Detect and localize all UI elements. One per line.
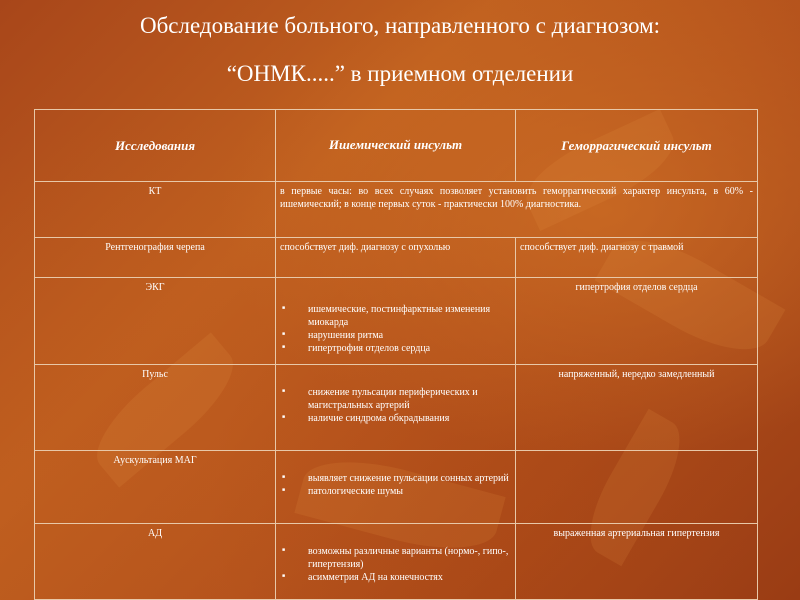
list-item: ■ наличие синдрома обкрадывания — [280, 412, 511, 425]
list-item: ■ выявляет снижение пульсации сонных артерий — [280, 472, 511, 485]
cell-auscultation-ischemic — [276, 451, 516, 524]
table-row-pulse — [35, 365, 758, 451]
cell-kt-merged: в первые часы: во всех случаях позволяет установить геморрагический характер инсульта, в 60% - ишемический; в конце первых суток - практически 100% диагностика. — [276, 182, 758, 238]
row-label-kt: КТ — [35, 182, 276, 238]
list-item: ■ гипертрофия отделов сердца — [280, 342, 511, 355]
list-item: ■ ишемические, постинфарктные изменения миокарда — [280, 303, 511, 329]
table-row-kt — [35, 182, 758, 238]
cell-pulse-ischemic — [276, 365, 516, 451]
cell-bp-ischemic — [276, 524, 516, 600]
row-label-pulse: Пульс — [35, 365, 276, 451]
cell-bp-hemorrhagic: выраженная артериальная гипертензия — [516, 524, 758, 600]
row-label-xray: Рентгенография черепа — [35, 238, 276, 278]
cell-pulse-hemorrhagic: напряженный, нередко замедленный — [516, 365, 758, 451]
header-studies: Исследования — [35, 110, 276, 182]
list-item: ■ возможны различные варианты (нормо-, гипо-, гипертензия) — [280, 545, 511, 571]
cell-ecg-hemorrhagic: гипертрофия отделов сердца — [516, 278, 758, 365]
slide-title-line-1: Обследование больного, направленного с диагнозом: — [139, 13, 661, 38]
header-ischemic: Ишемический инсульт — [276, 110, 516, 182]
table-row-bp — [35, 524, 758, 600]
table-row-auscultation — [35, 451, 758, 524]
list-item: ■ снижение пульсации периферических и магистральных артерий — [280, 386, 511, 412]
slide-title-line-2: “ОНМК.....” в приемном отделении — [226, 61, 574, 86]
cell-xray-hemorrhagic: способствует диф. диагнозу с травмой — [516, 238, 758, 278]
comparison-table — [34, 109, 758, 600]
cell-ecg-ischemic — [276, 278, 516, 365]
list-item: ■ нарушения ритма — [280, 329, 511, 342]
table-header-row — [35, 110, 758, 182]
table-row-ecg — [35, 278, 758, 365]
row-label-bp: АД — [35, 524, 276, 600]
row-label-ecg: ЭКГ — [35, 278, 276, 365]
list-item: ■ асимметрия АД на конечностях — [280, 571, 511, 584]
cell-xray-ischemic: способствует диф. диагнозу с опухолью — [276, 238, 516, 278]
cell-auscultation-hemorrhagic — [516, 451, 758, 524]
list-item: ■ патологические шумы — [280, 485, 511, 498]
table-row-xray — [35, 238, 758, 278]
row-label-auscultation: Аускультация МАГ — [35, 451, 276, 524]
header-hemorrhagic: Геморрагический инсульт — [516, 110, 758, 182]
